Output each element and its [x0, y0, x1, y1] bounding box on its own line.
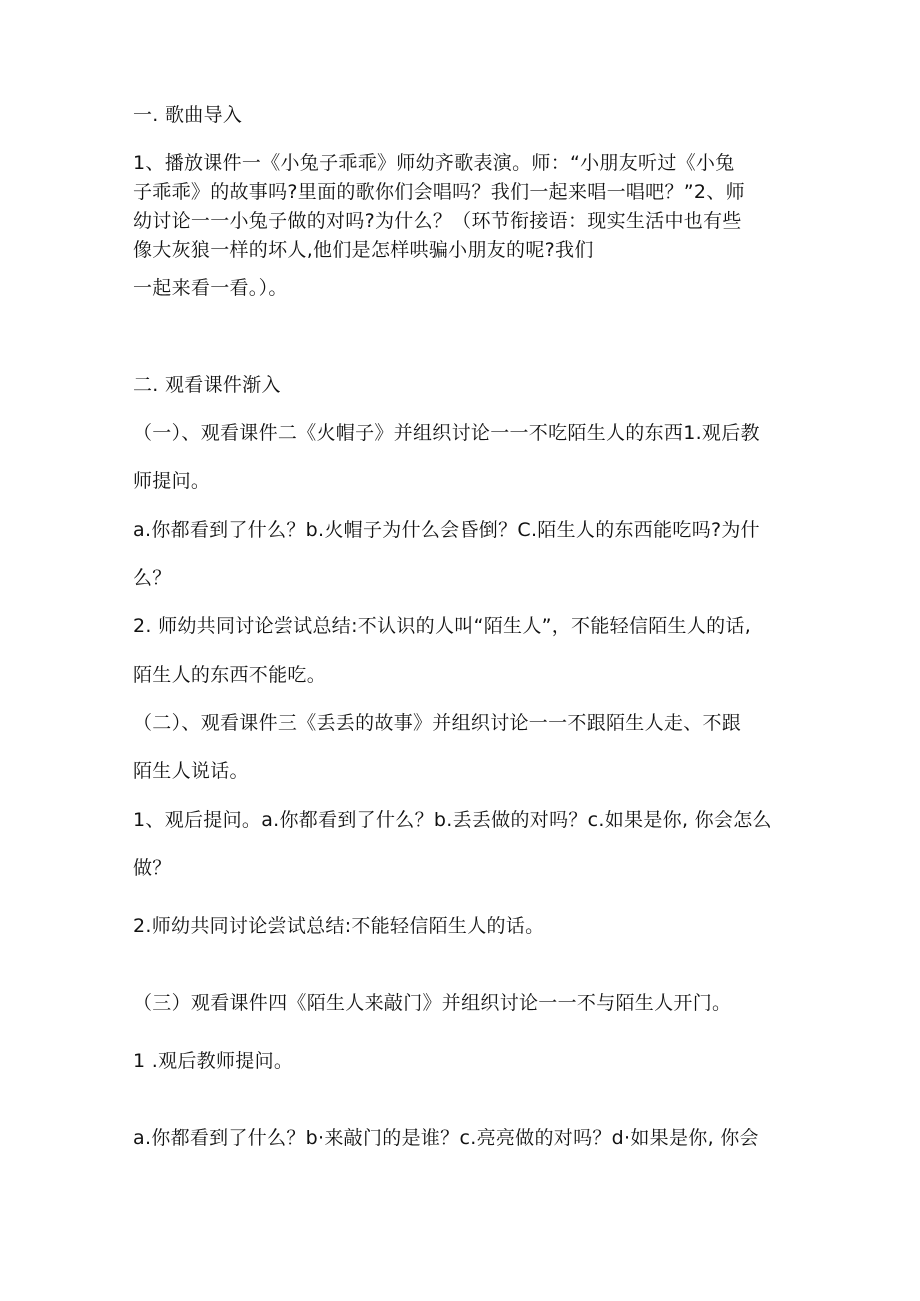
paragraph-line: 1 .观后教师提问。 — [133, 1050, 294, 1072]
paragraph-line: 陌生人说话。 — [133, 760, 249, 782]
section-heading-1: 一. 歌曲导入 — [133, 104, 243, 126]
paragraph-line: 一起来看一看。）。 — [133, 277, 288, 299]
paragraph-line: a.你都看到了什么？b·来敲门的是谁？c.亮亮做的对吗？d·如果是你, 你会 — [133, 1127, 759, 1149]
paragraph-line: 1、播放课件一《小兔子乖乖》师幼齐歌表演。师：“小朋友听过《小兔 — [133, 152, 735, 174]
paragraph-line: （一）、观看课件二《火帽子》并组织讨论一一不吃陌生人的东西1.观后教 — [133, 422, 760, 444]
paragraph-line: 像大灰狼一样的坏人,他们是怎样哄骗小朋友的呢?我们 — [133, 239, 594, 261]
paragraph-line: 陌生人的东西不能吃。 — [133, 664, 327, 686]
paragraph-line: 幼讨论一一小兔子做的对吗?为什么？（环节衔接语：现实生活中也有些 — [133, 210, 742, 232]
paragraph-line: 做？ — [133, 857, 172, 879]
paragraph-line: 子乖乖》的故事吗?里面的歌你们会唱吗？我们一起来唱一唱吧？”2、师 — [133, 181, 745, 203]
paragraph-line: （二）、观看课件三《丢丢的故事》并组织讨论一一不跟陌生人走、不跟 — [133, 712, 742, 734]
paragraph-line: 1、观后提问。a.你都看到了什么？b.丢丢做的对吗？c.如果是你, 你会怎么 — [133, 809, 772, 831]
paragraph-line: 么？ — [133, 567, 172, 589]
section-heading-2: 二. 观看课件渐入 — [133, 374, 281, 396]
paragraph-line: 2.师幼共同讨论尝试总结:不能轻信陌生人的话。 — [133, 915, 545, 937]
paragraph-line: （三）观看课件四《陌生人来敲门》并组织讨论一一不与陌生人开门。 — [133, 992, 732, 1014]
paragraph-line: a.你都看到了什么？b.火帽子为什么会昏倒？C.陌生人的东西能吃吗?为什 — [133, 519, 760, 541]
paragraph-line: 2. 师幼共同讨论尝试总结:不认识的人叫“陌生人”，不能轻信陌生人的话, — [133, 615, 752, 637]
paragraph-line: 师提问。 — [133, 470, 211, 492]
